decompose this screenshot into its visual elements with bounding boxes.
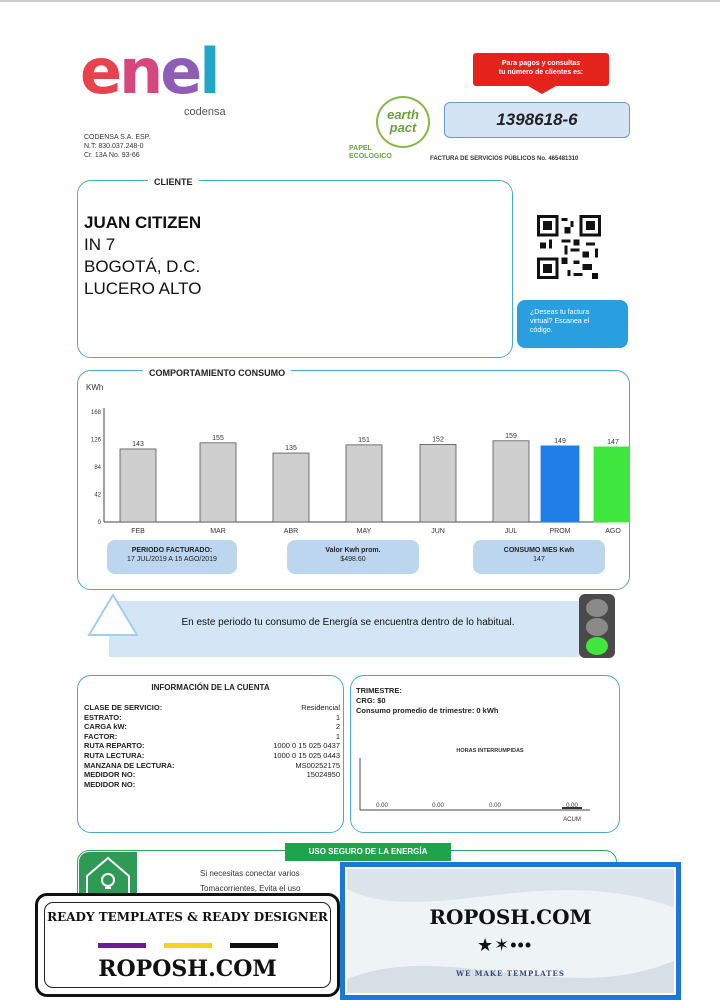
account-info-row [84,751,340,761]
x-tick-label: MAR [210,528,226,535]
watermark-left-banner [35,893,340,997]
bar-abr [273,453,309,522]
virtual-invoice-message[interactable]: ¿Deseas tu factura virtual? Escanea el código. [517,300,628,348]
bar-value-label: 155 [212,434,224,442]
account-info-value: 15024950 [306,770,340,780]
monthly-consumption: CONSUMO MES Kwh 147 [473,540,605,574]
y-axis-label: KWh [86,383,104,392]
quarter-info: TRIMESTRE: CRG: $0 Consumo promedio de trimestre: 0 kWh [356,686,499,715]
bar-value-label: 152 [432,436,444,444]
account-info-key: CARGA kW: [84,722,127,732]
account-info-row [84,741,340,751]
company-info: CODENSA S.A. ESP. N.T: 830.037.248-0 Cr. 13A No. 93-66 [84,134,151,159]
x-tick-label: FEB [131,528,145,535]
mini-value-label: 0.00 [489,803,501,809]
bar-may [346,445,382,522]
bar-value-label: 135 [285,445,297,453]
client-title: CLIENTE [148,177,199,187]
account-info-value: 1000 0 15 025 0437 [273,741,340,751]
billing-period: PERIODO FACTURADO: 17 JUL/2019 A 15 AGO/2019 [107,540,237,574]
account-info-rows [84,703,340,789]
callout-arrow-icon [528,86,556,94]
bar-value-label: 151 [358,436,370,444]
account-info-row [84,770,340,780]
enel-logo: enel [80,35,218,108]
account-info-key: MEDIDOR NO: [84,779,136,789]
x-tick-label: JUN [431,528,445,535]
account-info-key: FACTOR: [84,731,118,741]
bar-ago [594,447,630,522]
account-info-key: MANZANA DE LECTURA: [84,760,175,770]
qr-code-icon[interactable] [537,215,601,279]
bar-value-label: 159 [505,432,517,440]
account-info-key: ESTRATO: [84,712,122,722]
y-tick-label: 126 [90,437,101,444]
eco-paper-label: PAPEL ECOLOGICO [349,145,392,160]
account-info-value: 2 [335,722,340,732]
consumption-chart [77,370,630,540]
logo-subtitle: codensa [184,106,226,118]
account-info-value: 1 [335,731,340,741]
safe-use-label: USO SEGURO DE LA ENERGÍA [285,843,451,861]
account-info-row [84,732,340,742]
consumption-status-banner [109,601,587,657]
earth-pact-logo: earth pact [376,96,430,148]
interrupted-hours-chart [350,740,620,830]
star-decoration-icon: ★✶••• [477,935,533,955]
bar-value-label: 147 [607,438,619,446]
safe-use-text: Si necesitas conectar varios Tomacorrientes, Evita el uso [200,869,301,893]
account-info-value: 1 [335,712,340,722]
client-name: JUAN CITIZEN [84,213,202,232]
account-info-row [84,703,340,713]
top-border [0,0,720,2]
account-info-key: MEDIDOR NO: [84,770,136,780]
x-tick-label: ABR [283,528,299,535]
watermark-brand: ROPOSH.COM [429,905,592,929]
invoice-number: FACTURA DE SERVICIOS PÚBLICOS No. 465481310 [430,156,579,162]
traffic-light-icon [579,594,615,658]
mini-x-label: ACUM [563,817,581,823]
y-tick-label: 168 [90,410,101,416]
bar-jun [420,444,456,522]
account-info-value: MS00252175 [295,760,340,770]
mini-value-label: 0.00 [376,803,388,809]
mini-value-label: 0.00 [566,803,578,809]
account-info-row [84,722,340,732]
x-tick-label: PROM [549,528,571,535]
x-tick-label: JUL [504,528,518,535]
bar-value-label: 143 [132,440,144,448]
account-info-row [84,780,340,790]
account-info-key: RUTA REPARTO: [84,741,145,751]
account-info-key: RUTA LECTURA: [84,750,145,760]
mini-value-label: 0.00 [432,803,444,809]
y-tick-label: 0 [97,520,101,526]
account-info-key: CLASE DE SERVICIO: [84,703,163,712]
bar-mar [200,443,236,522]
client-address: JUAN CITIZEN IN 7 BOGOTÁ, D.C. LUCERO ALTO [84,213,202,298]
watermark-right-banner [340,862,681,1000]
account-info-title: INFORMACIÓN DE LA CUENTA [151,683,270,692]
account-info-value: Residencial [301,703,340,712]
x-tick-label: AGO [605,528,621,535]
mini-chart-title: HORAS INTERRUMPIDAS [456,748,524,754]
status-message: En este periodo tu consumo de Energía se encuentra dentro de lo habitual. [181,617,515,628]
green-light-icon [586,637,608,655]
warning-triangle-icon [86,591,140,639]
watermark-tagline: READY TEMPLATES & READY DESIGNER [47,910,328,924]
payment-callout: Para pagos y consultas tu número de clientes es: [473,53,609,86]
bar-jul [493,441,529,522]
y-tick-label: 42 [94,492,101,499]
account-info-row [84,713,340,723]
x-tick-label: MAY [356,528,372,535]
average-kwh-value: Valor Kwh prom. $498.60 [287,540,419,574]
consumption-title: COMPORTAMIENTO CONSUMO [143,368,291,378]
account-info-value: 1000 0 15 025 0443 [273,750,340,760]
watermark-site-name: ROPOSH.COM [98,956,277,982]
color-bars-icon [98,943,278,948]
bar-value-label: 149 [554,437,566,445]
account-number: 1398618-6 [444,102,630,138]
watermark-slogan: WE MAKE TEMPLATES [456,969,565,978]
bar-prom [541,446,579,522]
account-info-row [84,761,340,771]
y-tick-label: 84 [94,465,101,471]
bar-feb [120,449,156,522]
